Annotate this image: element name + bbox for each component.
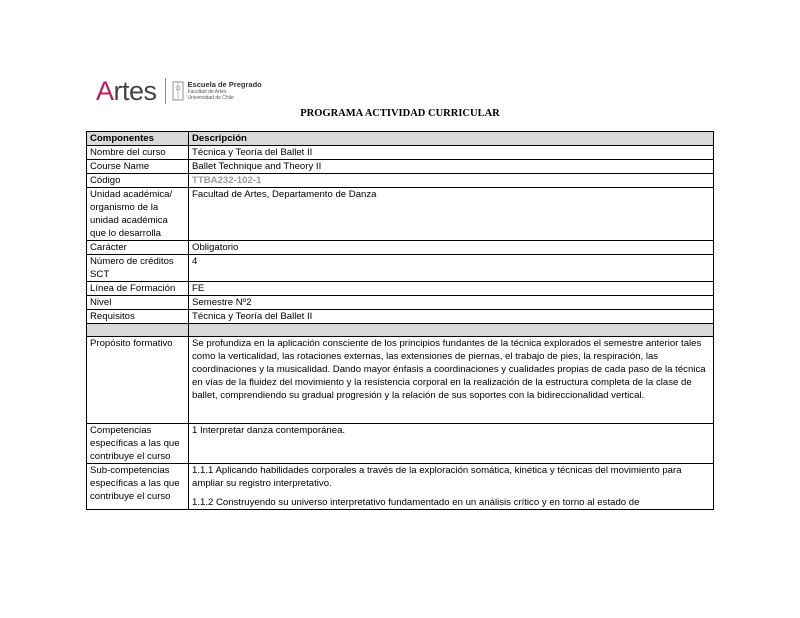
table-row (87, 188, 714, 241)
table-spacer-row (87, 324, 714, 337)
table-row (87, 310, 714, 324)
header-descripcion: Descripción (189, 132, 714, 146)
row-label: Línea de Formación (87, 282, 189, 296)
program-table (86, 131, 714, 510)
table-row-competencias (87, 424, 714, 464)
subcompetencias-cell (189, 464, 714, 510)
logo-line3: Universidad de Chile (187, 94, 234, 101)
table-row (87, 174, 714, 188)
row-value: 4 (189, 255, 714, 282)
table-row-subcompetencias (87, 464, 714, 510)
table-header-row (87, 132, 714, 146)
row-label: Course Name (87, 160, 189, 174)
row-label: Nombre del curso (87, 146, 189, 160)
logo-line1: Escuela de Pregrado (187, 80, 262, 90)
table-row (87, 255, 714, 282)
row-label: Sub-competencias específicas a las que contribuye el curso (87, 464, 189, 510)
row-label: Número de créditos SCT (87, 255, 189, 282)
logo-line2: Facultad de Artes (187, 88, 227, 95)
logo-text (188, 81, 262, 101)
competencias-text: 1 Interpretar danza contemporánea. (189, 424, 714, 464)
university-seal-icon (172, 80, 184, 102)
table-row (87, 282, 714, 296)
row-value: Semestre Nº2 (189, 296, 714, 310)
spacer-cell (189, 324, 714, 337)
table-row (87, 160, 714, 174)
row-label: Requisitos (87, 310, 189, 324)
logo-wordmark: Artes (96, 75, 157, 106)
subcompetencia-item: 1.1.1 Aplicando habilidades corporales a través de la exploración somática, kinética y técnicas del movimiento para ampliar su registro interpretativo. (192, 465, 682, 489)
proposito-text: Se profundiza en la aplicación consciente de los principios fundantes de la técnica explorados el semestre anterior tales como la verticalidad, las rotaciones externas, las extensiones de piernas, el trabajo de pies, la respiración, las coordinaciones y la musicalidad. Dando mayor énfasis a coordinaciones y cualidades propias de cada paso de la técnica en vías de la fluidez del movimiento y la resistencia corporal en la realización de la estructura completa de la clase de ballet, comprendiendo su gradual progresión y la relación de sus soportes con la bidireccionalidad vertical. (189, 337, 714, 424)
artes-logo (96, 74, 262, 108)
row-value: Ballet Technique and Theory II (189, 160, 714, 174)
row-label: Propósito formativo (87, 337, 189, 424)
row-label: Unidad académica/ organismo de la unidad académica que lo desarrolla (87, 188, 189, 241)
row-label: Carácter (87, 241, 189, 255)
row-value: Obligatorio (189, 241, 714, 255)
row-value: FE (189, 282, 714, 296)
course-code: TTBA232-102-1 (189, 174, 714, 188)
row-value: Técnica y Teoría del Ballet II (189, 310, 714, 324)
header-componentes: Componentes (87, 132, 189, 146)
table-row (87, 146, 714, 160)
row-label: Nivel (87, 296, 189, 310)
table-row (87, 296, 714, 310)
table-row-proposito (87, 337, 714, 424)
row-label: Competencias específicas a las que contribuye el curso (87, 424, 189, 464)
logo-divider (165, 78, 166, 104)
row-value: Facultad de Artes, Departamento de Danza (189, 188, 714, 241)
row-value: Técnica y Teoría del Ballet II (189, 146, 714, 160)
spacer-cell (87, 324, 189, 337)
table-row (87, 241, 714, 255)
subcompetencia-item: 1.1.2 Construyendo su universo interpretativo fundamentado en un análisis crítico y en torno al estado de (192, 497, 640, 508)
document-title: PROGRAMA ACTIVIDAD CURRICULAR (300, 108, 500, 119)
row-label: Código (87, 174, 189, 188)
